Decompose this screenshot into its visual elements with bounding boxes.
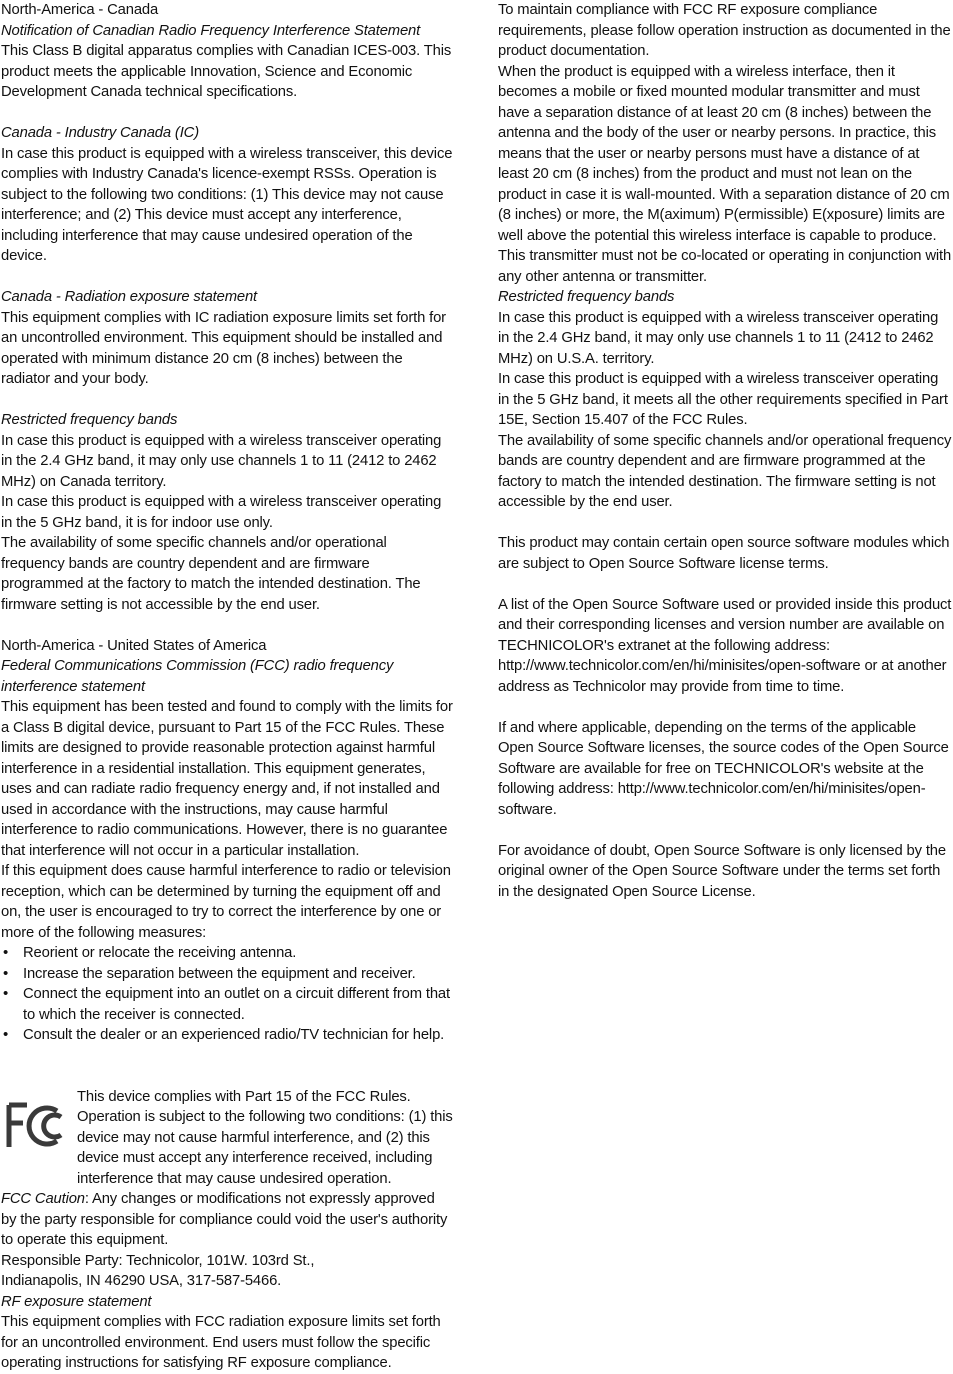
caution-text: : Any changes or modifications not expressly approved by the party responsible for compliance could void the user's authority to operate this equipment. <box>1 1191 448 1248</box>
left-column <box>1 0 453 1374</box>
measures-list <box>1 943 453 1046</box>
restricted-paragraph-1: In case this product is equipped with a wireless transceiver operating in the 2.4 GHz band, it may only use channels 1 to 11 (2412 to 2462 MHz) on Canada territory. <box>1 432 442 490</box>
oss-paragraph-3: If and where applicable, depending on the terms of the applicable Open Source Software licenses, the source codes of the Open Source Software are available for free on TECHNICOLOR's website at the following address: http://www.technicolor.com/en/hi/minisites/open-software. <box>498 719 949 818</box>
restricted-title: Restricted frequency bands <box>1 412 178 428</box>
radiation-title: Canada - Radiation exposure statement <box>1 289 258 305</box>
measure-item: • Increase the separation between the equipment and receiver. <box>23 964 453 985</box>
fcc-logo-icon <box>5 1101 69 1151</box>
responsible-line-2: Indianapolis, IN 46290 USA, 317-587-5466. <box>1 1273 282 1289</box>
part15-text: This device complies with Part 15 of the FCC Rules. Operation is subject to the following two conditions: (1) this device may not cause harmful interference, and (2) this device must accept any interference received, including interference that may cause undesired operation. <box>77 1088 453 1187</box>
us-restricted-paragraph-2: In case this product is equipped with a wireless transceiver operating in the 5 GHz band, it meets all the other requirements specified in Part 15E, Section 15.407 of the FCC Rules. <box>498 371 948 428</box>
responsible-line-1: Responsible Party: Technicolor, 101W. 103rd St., <box>1 1252 315 1269</box>
fcc-paragraph-1: This equipment has been tested and found to comply with the limits for a Class B digital device, pursuant to Part 15 of the FCC Rules. These limits are designed to provide reasonable protection against harmful interference in a residential installation. This equipment generates, uses and can radiate radio frequency energy and, if not installed and used in accordance with the instructions, may cause harmful interference to radio communications. However, there is no guarantee that interference will not occur in a particular installation. <box>1 699 453 859</box>
caution-label: FCC Caution <box>1 1191 85 1207</box>
us-restricted-paragraph-3: The availability of some specific channels and/or operational frequency bands are country dependent and are firmware programmed at the factory to match the intended destination. The firmware setting is not accessible by the end user. <box>498 432 952 510</box>
fcc-title: Federal Communications Commission (FCC) radio frequency interference statement <box>1 658 394 695</box>
rf-exposure-body: This equipment complies with FCC radiation exposure limits set forth for an uncontrolled environment. End users must follow the specific operating instructions for satisfying RF exposure compliance. <box>1 1314 441 1371</box>
canada-rf-body: This Class B digital apparatus complies with Canadian ICES-003. This product meets the applicable Innovation, Science and Economic Development Canada technical specifications. <box>1 43 452 100</box>
oss-paragraph-4: For avoidance of doubt, Open Source Software is only licensed by the original owner of the Open Source Software under the terms set forth in the designated Open Source License. <box>498 842 946 900</box>
us-restricted-title: Restricted frequency bands <box>498 289 675 305</box>
us-restricted-paragraph-1: In case this product is equipped with a wireless transceiver operating in the 2.4 GHz band, it may only use channels 1 to 11 (2412 to 2462 MHz) on U.S.A. territory. <box>498 309 939 367</box>
usa-heading: North-America - United States of America <box>1 637 267 654</box>
separation-distance-paragraph: When the product is equipped with a wireless interface, then it becomes a mobile or fixed mounted modular transmitter and must have a separation distance of at least 20 cm (8 inches) between the antenna and the body of the user or nearby persons. In practice, this means that the user or nearby persons must have a distance of at least 20 cm (8 inches) from the product and must not lean on the product in case it is wall-mounted. With a separation distance of 20 cm (8 inches) or more, the M(aximum) P(ermissible) E(xposure) limits are well above the potential this wireless interface is capable to produce. <box>498 63 950 244</box>
measure-item: • Reorient or relocate the receiving antenna. <box>23 943 453 964</box>
radiation-body: This equipment complies with IC radiation exposure limits set forth for an uncontrolled environment. This equipment should be installed and operated with minimum distance 20 cm (8 inches) between the radiator and your body. <box>1 309 446 387</box>
fcc-paragraph-2: If this equipment does cause harmful interference to radio or television reception, which can be determined by turning the equipment off and on, the user is encouraged to try to correct the interference by one or more of the following measures: <box>1 863 451 941</box>
ic-body: In case this product is equipped with a wireless transceiver, this device complies with Industry Canada's licence-exempt RSSs. Operation is subject to the following two conditions: (1) This device may not cause interference; and (2) This device must accept any interference, including interference that may cause undesired operation of the device. <box>1 145 453 264</box>
oss-paragraph-1: This product may contain certain open source software modules which are subject to Open Source Software license terms. <box>498 535 950 572</box>
measure-item: • Consult the dealer or an experienced radio/TV technician for help. <box>23 1025 453 1046</box>
right-column <box>498 0 953 902</box>
fcc-part15-block <box>1 1087 453 1190</box>
ic-title: Canada - Industry Canada (IC) <box>1 125 199 141</box>
canada-heading: North-America - Canada <box>1 2 159 18</box>
oss-paragraph-2: A list of the Open Source Software used or provided inside this product and their corresponding licenses and version number are available on TECHNICOLOR's extranet at the following address: http://www.technicolor.com/en/hi/minisites/open-software or at another address as Technicolor may provide from time to time. <box>498 596 952 695</box>
co-location-paragraph: This transmitter must not be co-located or operating in conjunction with any other antenna or transmitter. <box>498 248 952 285</box>
measure-item: • Connect the equipment into an outlet on a circuit different from that to which the receiver is connected. <box>23 984 453 1025</box>
restricted-paragraph-2: In case this product is equipped with a wireless transceiver operating in the 5 GHz band, it is for indoor use only. <box>1 494 442 531</box>
rf-exposure-title: RF exposure statement <box>1 1293 152 1310</box>
rf-compliance-paragraph: To maintain compliance with FCC RF exposure compliance requirements, please follow operation instruction as documented in the product documentation. <box>498 2 951 59</box>
fcc-caution <box>1 1189 453 1251</box>
restricted-paragraph-3: The availability of some specific channels and/or operational frequency bands are country dependent and are firmware programmed at the factory to match the intended destination. The firmware setting is not accessible by the end user. <box>1 535 421 613</box>
canada-rf-title: Notification of Canadian Radio Frequency Interference Statement <box>1 22 421 39</box>
